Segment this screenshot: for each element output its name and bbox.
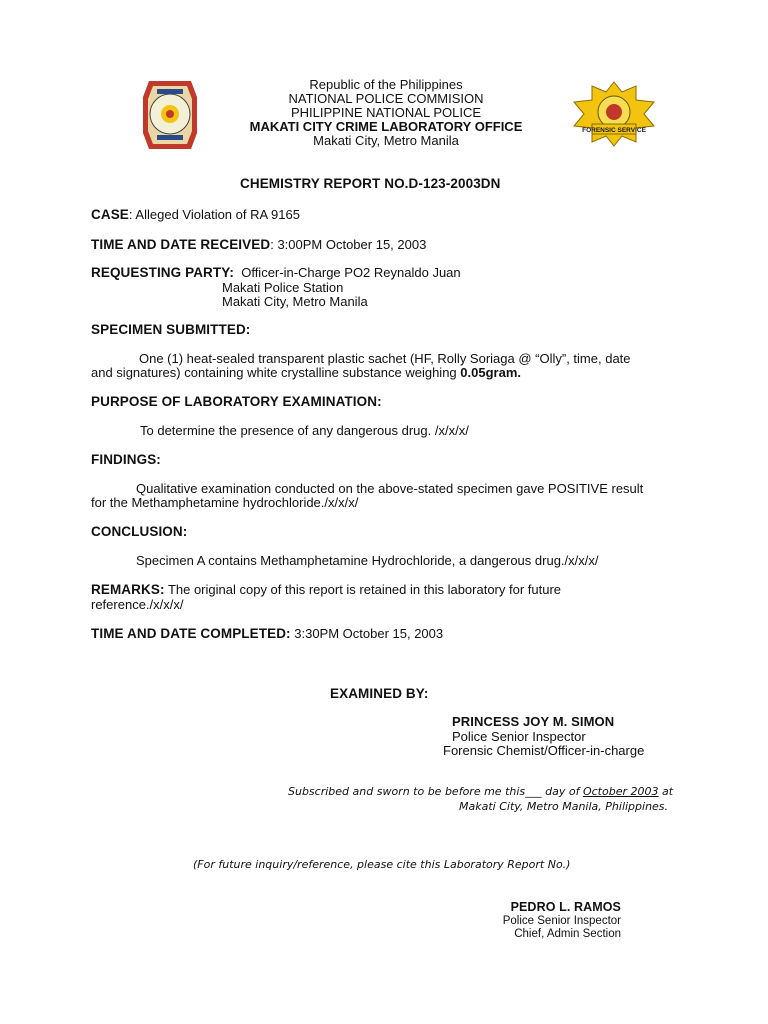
case-label: CASE bbox=[91, 207, 129, 222]
purpose-label: PURPOSE OF LABORATORY EXAMINATION: bbox=[91, 394, 382, 409]
header-city: Makati City, Metro Manila bbox=[313, 133, 459, 148]
specimen-line2-text: and signatures) containing white crystalline substance weighing bbox=[91, 365, 461, 380]
findings-line2: for the Methamphetamine hydrochloride./x/x/x/ bbox=[91, 495, 359, 510]
specimen-weight: 0.05gram. bbox=[460, 365, 521, 380]
badge-label: FORENSIC SERVICE bbox=[582, 127, 646, 134]
examined-label: EXAMINED BY: bbox=[330, 686, 429, 701]
header-republic: Republic of the Philippines bbox=[309, 77, 463, 92]
report-title: CHEMISTRY REPORT NO.D-123-2003DN bbox=[240, 176, 501, 191]
examiner-rank: Police Senior Inspector bbox=[452, 729, 586, 744]
remarks-text: The original copy of this report is retained in this laboratory for future bbox=[164, 582, 562, 597]
findings-label: FINDINGS: bbox=[91, 452, 161, 467]
sworn-part1: Subscribed and sworn to be before me this bbox=[288, 785, 526, 798]
requesting-line bbox=[91, 265, 461, 280]
admin-rank: Police Senior Inspector bbox=[502, 915, 621, 927]
sworn-line2: Makati City, Metro Manila, Philippines. bbox=[459, 800, 669, 813]
case-line bbox=[91, 207, 300, 222]
conclusion-text: Specimen A contains Methamphetamine Hydrochloride, a dangerous drug./x/x/x/ bbox=[136, 553, 599, 568]
examiner-name: PRINCESS JOY M. SIMON bbox=[452, 714, 615, 729]
specimen-line1: One (1) heat-sealed transparent plastic sachet (HF, Rolly Soriaga @ “Olly”, time, date bbox=[139, 351, 631, 366]
requesting-line1: Officer-in-Charge PO2 Reynaldo Juan bbox=[241, 265, 461, 280]
purpose-text: To determine the presence of any dangerous drug. /x/x/x/ bbox=[140, 423, 469, 438]
completed-value: 3:30PM October 15, 2003 bbox=[290, 626, 444, 641]
sworn-part2: day of bbox=[541, 785, 583, 798]
sworn-part3: at bbox=[658, 785, 674, 798]
admin-block bbox=[400, 900, 621, 941]
header-pnp: PHILIPPINE NATIONAL POLICE bbox=[291, 105, 481, 120]
examiner-position: Forensic Chemist/Officer-in-charge bbox=[443, 743, 645, 758]
header-napolcom: NATIONAL POLICE COMMISION bbox=[288, 91, 484, 106]
remarks-line2: reference./x/x/x/ bbox=[91, 597, 184, 612]
findings-line1: Qualitative examination conducted on the above-stated specimen gave POSITIVE result bbox=[136, 481, 644, 496]
sworn-line1 bbox=[288, 785, 673, 798]
sworn-month: October 2003 bbox=[582, 785, 659, 798]
remarks-line1 bbox=[91, 582, 561, 597]
received-label: TIME AND DATE RECEIVED bbox=[91, 237, 271, 252]
header-office: MAKATI CITY CRIME LABORATORY OFFICE bbox=[249, 119, 523, 134]
inquiry-note: (For future inquiry/reference, please cite this Laboratory Report No.) bbox=[193, 858, 571, 871]
sworn-blank: ___ bbox=[525, 785, 542, 798]
forensic-service-badge-icon bbox=[568, 80, 660, 148]
pnp-seal-icon bbox=[139, 77, 201, 153]
admin-position: Chief, Admin Section bbox=[514, 928, 621, 940]
specimen-line2 bbox=[91, 365, 521, 380]
received-line bbox=[91, 237, 426, 252]
requesting-label: REQUESTING PARTY: bbox=[91, 265, 234, 280]
completed-line bbox=[91, 626, 443, 641]
requesting-line2: Makati Police Station bbox=[222, 280, 344, 295]
remarks-label: REMARKS: bbox=[91, 582, 165, 597]
received-value: : 3:00PM October 15, 2003 bbox=[270, 237, 427, 252]
specimen-label: SPECIMEN SUBMITTED: bbox=[91, 322, 251, 337]
completed-label: TIME AND DATE COMPLETED: bbox=[91, 626, 291, 641]
requesting-line3: Makati City, Metro Manila bbox=[222, 294, 368, 309]
admin-name: PEDRO L. RAMOS bbox=[510, 900, 621, 914]
case-value: : Alleged Violation of RA 9165 bbox=[128, 207, 300, 222]
conclusion-label: CONCLUSION: bbox=[91, 524, 188, 539]
